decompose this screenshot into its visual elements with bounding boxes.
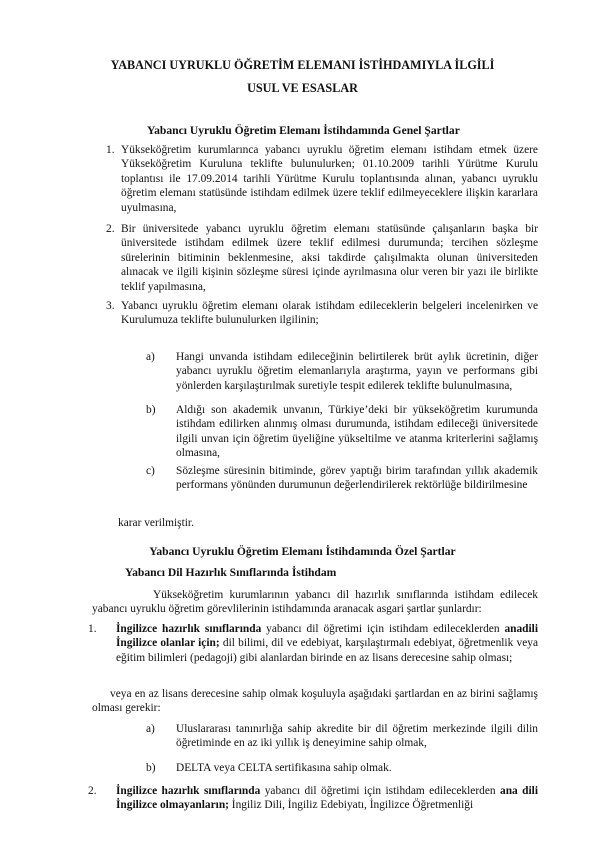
general-item-3-number: 3.	[106, 300, 115, 312]
general-item-2-number: 2.	[106, 223, 115, 235]
special-item-1-bold-2: anadili İngilizce olanlar için;	[116, 623, 538, 650]
general-item-1-number: 1.	[106, 144, 115, 156]
special-item-2-text	[116, 784, 538, 813]
general-subitem-c-letter: c)	[146, 465, 155, 477]
general-subitem-a-letter: a)	[146, 351, 155, 363]
general-closing-text: karar verilmiştir.	[118, 517, 194, 529]
special-item-1-text-2: dil bilimi, dil ve edebiyat, karşılaştırmalı edebiyat, öğretmenlik veya eğitim bilimleri (pedagoji) gibi alanlardan birinde en az lisans derecesine sahip olması;	[116, 637, 539, 664]
special-conditions-heading: Yabancı Uyruklu Öğretim Elemanı İstihdamında Özel Şartlar	[149, 545, 456, 558]
special-item-2-text-1: yabancı dil öğretimi için istihdam edileceklerden	[260, 785, 501, 797]
general-item-3-text: Yabancı uyruklu öğretim elemanı olarak istihdam edileceklerin belgeleri incelenirken ve Kurulumuza teklifte bulunulurken ilgilinin;	[121, 300, 538, 327]
special-item-2-bold-2: ana dili İngilizce olmayanların;	[116, 785, 538, 812]
general-item-2-text: Bir üniversitede yabancı uyruklu öğretim elemanı statüsünde çalışanların başka bir üniversitede istihdam edilmek üzere teklif edilmesi durumunda; tercihen sözleşme sürelerinin bitiminin beklenmesine, aksi takdirde çalışılmakta olunan üniversiteden alınacak ve ilgili kişinin sözleşme süresi içinde ayrılmasına olur veren bir yazı ile birlikte teklif yapılmasına,	[121, 223, 538, 293]
general-subitem-a-text: Hangi unvanda istihdam edileceğinin belirtilerek brüt aylık ücretinin, diğer yabancı uyruklu öğretim elemanlarıyla araştırma, yayın ve performans gibi yönlerden karşılaştırılmak suretiyle tespit edilerek teklifte bulunulmasına,	[176, 351, 538, 392]
general-subitem-b-letter: b)	[146, 404, 156, 416]
language-prep-heading: Yabancı Dil Hazırlık Sınıflarında İstihdam	[125, 566, 337, 579]
special-item-2-bold-1: İngilizce hazırlık sınıflarında	[116, 785, 261, 797]
special-item-2-text-2: İngiliz Dili, İngiliz Edebiyatı, İngilizce Öğretmenliği	[228, 799, 474, 812]
special-item-1-text-1: yabancı dil öğretimi için istihdam edileceklerden	[261, 623, 505, 635]
special-subitem-a-letter: a)	[146, 723, 155, 735]
special-item-2-number: 2.	[88, 785, 97, 797]
special-or-text: veya en az lisans derecesine sahip olmak koşuluyla aşağıdaki şartlardan en az birini sağlamış olması gerekir:	[92, 688, 538, 715]
general-subitem-c-text: Sözleşme süresinin bitiminde, görev yaptığı birim tarafından yıllık akademik performans yönünden durumunun değerlendirilerek rektörlüğe bildirilmesine	[176, 465, 538, 492]
special-item-1-number: 1.	[88, 623, 97, 635]
special-subitem-b-text: DELTA veya CELTA sertifikasına sahip olmak.	[176, 762, 392, 774]
document-title-line-2: USUL VE ESASLAR	[247, 81, 358, 95]
special-item-1-text	[116, 622, 538, 665]
general-item-1-text: Yükseköğretim kurumlarınca yabancı uyruklu öğretim elemanı istihdam etmek üzere Yükseköğretim Kuruluna teklifte bulunulurken; 01.10.2009 tarihli Yürütme Kurulu toplantısı ile 17.09.2014 tarihli Yürütme Kurulu toplantısında alınan, yabancı uyruklu öğretim elemanı statüsünde istihdam edilmek üzere teklif edilmeyeceklere ilişkin kararlara uyulmasına,	[121, 144, 538, 214]
special-item-1-bold-1: İngilizce hazırlık sınıflarında	[116, 623, 262, 635]
special-subitem-b-letter: b)	[146, 762, 156, 774]
document-title-line-1: YABANCI UYRUKLU ÖĞRETİM ELEMANI İSTİHDAMIYLA İLGİLİ	[110, 58, 495, 72]
special-subitem-a-text: Uluslararası tanınırlığa sahip akredite bir dil öğretim merkezinde ilgili dilin öğretiminde en az iki yıllık iş deneyimine sahip olmak,	[176, 723, 538, 750]
general-subitem-b-text: Aldığı son akademik unvanın, Türkiye’deki bir yükseköğretim kurumunda istihdam edilirken alınmış olması durumunda, istihdam edileceği üniversitede ilgili unvan için öğretim üyeliğine yükseltilme ve atanma kriterlerini sağlamış olmasına,	[176, 404, 538, 460]
general-conditions-heading: Yabancı Uyruklu Öğretim Elemanı İstihdamında Genel Şartlar	[147, 124, 460, 137]
special-intro-text: Yükseköğretim kurumlarının yabancı dil hazırlık sınıflarında istihdam edilecek yabancı uyruklu öğretim görevlilerinin istihdamında aranacak asgari şartlar şunlardır:	[92, 589, 538, 616]
